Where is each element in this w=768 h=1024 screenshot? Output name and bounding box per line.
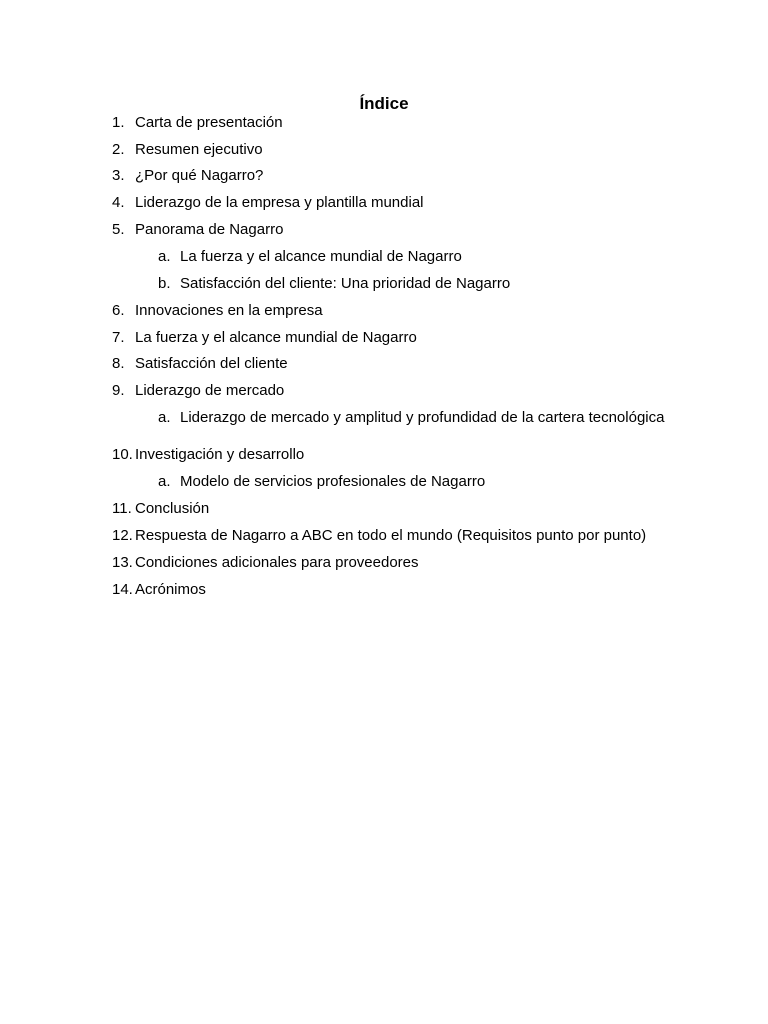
toc-entry-number: 13. bbox=[112, 554, 133, 571]
toc-entry-text: Acrónimos bbox=[135, 581, 206, 598]
toc-entry-text: Satisfacción del cliente: Una prioridad de Nagarro bbox=[180, 275, 511, 292]
page-title: Índice bbox=[359, 94, 409, 113]
toc-entry-number: 1. bbox=[112, 114, 125, 131]
toc-entry-number: b. bbox=[158, 275, 171, 292]
toc-entry-number: 4. bbox=[112, 194, 125, 211]
toc-entry-number: 10. bbox=[112, 446, 133, 463]
toc-entry-text: Liderazgo de mercado bbox=[135, 382, 285, 399]
toc-entry-text: Carta de presentación bbox=[135, 114, 283, 131]
toc-entry-number: 12. bbox=[112, 527, 133, 544]
toc-entry-number: a. bbox=[158, 473, 171, 490]
toc-entry-number: 14. bbox=[112, 581, 133, 598]
toc-entry-text: ¿Por qué Nagarro? bbox=[135, 167, 264, 184]
toc-entry-text: Liderazgo de la empresa y plantilla mundial bbox=[135, 194, 424, 211]
toc-entry-number: a. bbox=[158, 248, 171, 265]
toc-entry-number: 9. bbox=[112, 382, 125, 399]
toc-entry-text: Innovaciones en la empresa bbox=[135, 302, 323, 319]
toc-entry-number: 8. bbox=[112, 355, 125, 372]
toc-entry-text: Resumen ejecutivo bbox=[135, 141, 263, 158]
toc-entry-text: Modelo de servicios profesionales de Nagarro bbox=[180, 473, 486, 490]
toc-entry-number: 6. bbox=[112, 302, 125, 319]
toc-entry-text: Conclusión bbox=[135, 500, 210, 517]
toc-entry-number: 3. bbox=[112, 167, 125, 184]
toc-entry-number: 5. bbox=[112, 221, 125, 238]
toc-entry-number: 11. bbox=[112, 500, 132, 517]
toc-entry-text: Investigación y desarrollo bbox=[135, 446, 305, 463]
toc-entry-text: La fuerza y el alcance mundial de Nagarro bbox=[135, 329, 417, 346]
toc-entry-number: a. bbox=[158, 409, 171, 426]
toc-entry-text: Satisfacción del cliente bbox=[135, 355, 288, 372]
toc-entry-text: Panorama de Nagarro bbox=[135, 221, 284, 238]
toc-entry-text: La fuerza y el alcance mundial de Nagarro bbox=[180, 248, 462, 265]
toc-entry-text: Respuesta de Nagarro a ABC en todo el mundo (Requisitos punto por punto) bbox=[135, 527, 647, 544]
toc-entry-text: Liderazgo de mercado y amplitud y profundidad de la cartera tecnológica bbox=[180, 409, 665, 426]
toc-entry-number: 7. bbox=[112, 329, 125, 346]
toc-entry-text: Condiciones adicionales para proveedores bbox=[135, 554, 419, 571]
toc-entry-number: 2. bbox=[112, 141, 125, 158]
